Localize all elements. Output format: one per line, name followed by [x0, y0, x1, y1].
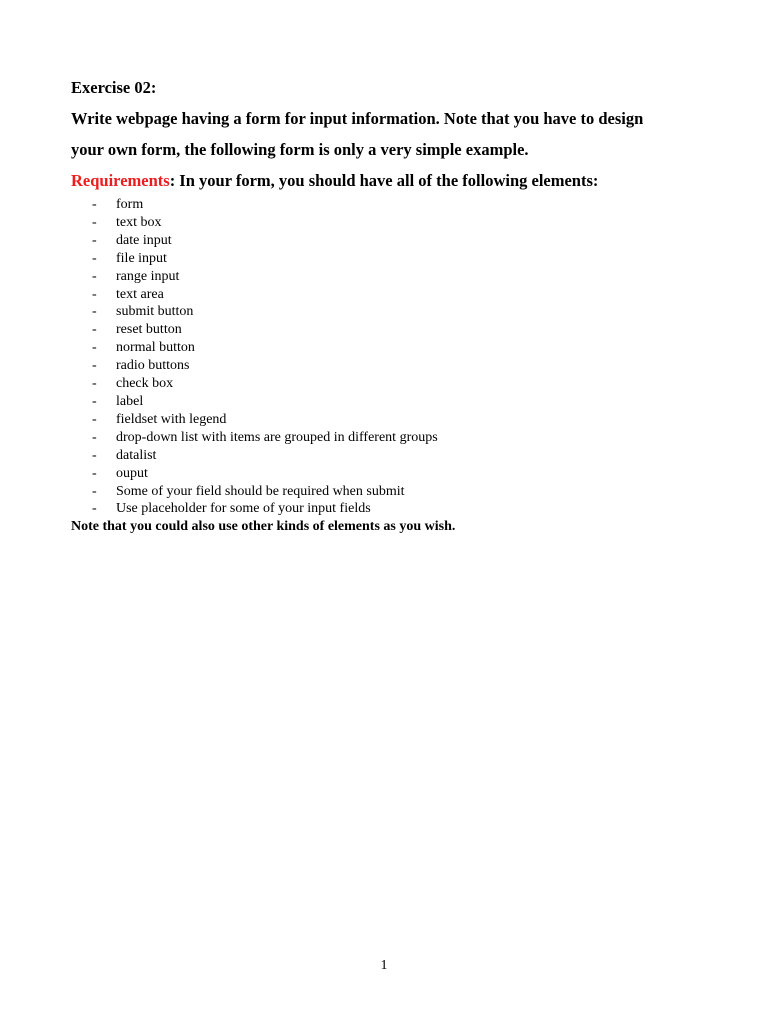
- list-item: [71, 232, 701, 250]
- bullet-dash: -: [92, 376, 97, 392]
- list-item: [71, 196, 701, 214]
- list-item-text: fieldset with legend: [116, 411, 227, 427]
- bullet-dash: -: [92, 465, 97, 481]
- list-item: [71, 268, 701, 286]
- exercise-description-line-1: Write webpage having a form for input information. Note that you have to design: [71, 109, 644, 128]
- bullet-dash: -: [92, 322, 97, 338]
- bullet-dash: -: [92, 393, 97, 409]
- list-item: [71, 429, 701, 447]
- list-item-text: reset button: [116, 322, 182, 338]
- list-item: [71, 214, 701, 232]
- bullet-dash: -: [92, 483, 97, 499]
- bullet-dash: -: [92, 250, 97, 266]
- list-item-text: check box: [116, 376, 174, 392]
- bullet-dash: -: [92, 214, 97, 230]
- list-item: [71, 411, 701, 429]
- list-item-text: Some of your field should be required when submit: [116, 483, 405, 499]
- list-item-text: radio buttons: [116, 358, 190, 374]
- list-item-text: ouput: [116, 465, 148, 481]
- list-item: [71, 483, 701, 501]
- list-item: [71, 375, 701, 393]
- list-item-text: datalist: [116, 447, 157, 463]
- list-item-text: date input: [116, 232, 172, 248]
- list-item-text: submit button: [116, 304, 194, 320]
- bullet-dash: -: [92, 411, 97, 427]
- list-item-text: label: [116, 393, 144, 409]
- list-item: [71, 393, 701, 411]
- requirements-list: [71, 196, 701, 518]
- bullet-dash: -: [92, 197, 97, 212]
- list-item-text: file input: [116, 250, 167, 266]
- list-item: [71, 357, 701, 375]
- bullet-dash: -: [92, 429, 97, 445]
- list-item: [71, 447, 701, 465]
- bullet-dash: -: [92, 358, 97, 374]
- page-number: 1: [380, 958, 388, 973]
- list-item-text: Use placeholder for some of your input fields: [116, 501, 371, 517]
- list-item: [71, 465, 701, 483]
- bullet-dash: -: [92, 304, 97, 320]
- list-item-text: form: [116, 197, 144, 212]
- bullet-dash: -: [92, 340, 97, 356]
- requirements-label: Requirements: [71, 171, 170, 190]
- list-item: [71, 303, 701, 321]
- list-item-text: text area: [116, 286, 164, 302]
- bullet-dash: -: [92, 232, 97, 248]
- bullet-dash: -: [92, 286, 97, 302]
- list-item-text: range input: [116, 268, 180, 284]
- list-item: [71, 286, 701, 304]
- list-item-text: normal button: [116, 340, 195, 356]
- bullet-dash: -: [92, 447, 97, 463]
- list-item-text: drop-down list with items are grouped in different groups: [116, 429, 438, 445]
- list-item: [71, 500, 701, 518]
- document-body: [71, 72, 701, 536]
- requirements-line: [71, 165, 701, 196]
- list-item: [71, 250, 701, 268]
- exercise-title: Exercise 02:: [71, 78, 157, 97]
- requirements-text: : In your form, you should have all of the following elements:: [169, 171, 599, 190]
- bullet-dash: -: [92, 501, 97, 517]
- list-item-text: text box: [116, 214, 162, 230]
- list-item: [71, 321, 701, 339]
- closing-note: Note that you could also use other kinds of elements as you wish.: [71, 519, 456, 535]
- exercise-description-line-2: your own form, the following form is only a very simple example.: [71, 140, 529, 159]
- list-item: [71, 339, 701, 357]
- bullet-dash: -: [92, 268, 97, 284]
